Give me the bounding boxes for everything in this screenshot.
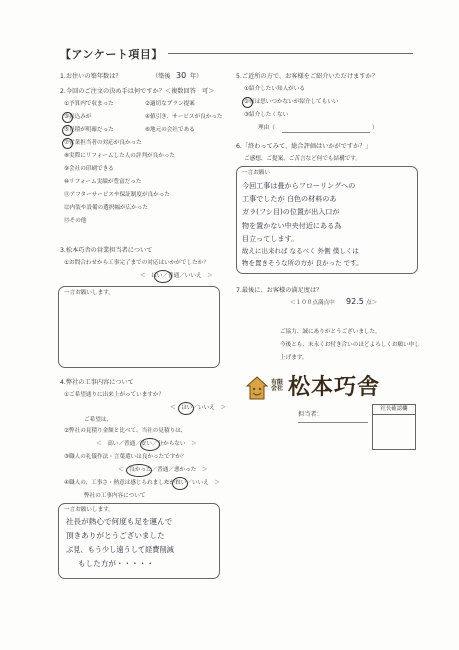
q6-label: 6.「終わってみて、総合評価はいかがですか？」 [236, 143, 372, 150]
q4-sub5: 弊社の工事内容について [84, 493, 146, 499]
q6-handwritten-line: ガラ(フシ目)の位置が出入口が [242, 207, 340, 216]
q5-option: ②何は思いつかないが紹介してもいい [244, 99, 339, 105]
q1-label: 1.お住いの築年数は？ [60, 73, 122, 80]
q4-sub4: ④職人の、工事さ・熱意は感じられましたか？ [64, 480, 181, 486]
q3-sub: ①お問合わせから工事完了までの対応はいかがでしたか？ [64, 260, 209, 266]
q2-option: ⑧実際にリフォームした人の評判が良かった [64, 153, 176, 159]
company-logo [246, 374, 406, 402]
approval-stamp-box [372, 404, 416, 450]
title-rule [168, 53, 413, 54]
thanks-line: ご協力、誠にありがとうございました。 [280, 329, 381, 335]
q4-label: 4.弊社の工事内容について [60, 379, 134, 386]
q6-handwritten-line: 今回工事は畳からフローリングへの [242, 181, 356, 190]
q5-reason-label: 理由（ [258, 125, 275, 131]
q6-handwritten-line: 目立ってします。 [242, 234, 299, 243]
q6-handwritten-line: 工事でしたが 白色の材料のあ [242, 194, 337, 203]
q6-handwritten-line: 故えに出来れば なるべく 外側 僕しくは [242, 247, 359, 255]
q2-option: ⑤見積が明確だった [64, 127, 114, 133]
q4-sub3-options: ＜ 良かった／普通／悪かった ＞ [118, 467, 208, 473]
q2-option: ①予算内で収まった [64, 101, 114, 107]
q4-sub3: ③職人の礼儀作法・言葉遣いは良かったですか？ [64, 454, 187, 460]
q7-score-open: ＜１００点満点中 [290, 300, 335, 306]
q4-handwritten-line: ぶ見、もう少し遠うして経費削減 [66, 545, 174, 554]
q2-option: ⑥地元の会社である [145, 127, 195, 133]
q4-sub1-options: ＜ はい／いいえ ＞ [170, 405, 226, 411]
answer-circle-mark [178, 402, 194, 415]
staff-label: 担当者： [298, 411, 323, 418]
q1-paren: （築後 [152, 73, 171, 80]
q2-option: ⑦営業担当者の対応が良かった [64, 140, 142, 146]
q7-score: 92.5 [346, 297, 364, 306]
q3-label: 3.松本巧舎の営業担当者について [60, 247, 153, 254]
answer-circle-mark [62, 138, 73, 149]
approval-stamp-label: 社長確認欄 [373, 405, 415, 415]
logo-company-type: 有限会社 [271, 379, 284, 392]
q6-handwritten-line: 物を置かない中央付近にある為 [242, 221, 342, 230]
q4-sub2: ②弊社の見積り金額と比べて、当社の見積りは、 [64, 428, 187, 434]
q3-answer-options: ＜ はい／普通／いいえ ＞ [140, 273, 213, 279]
q6-handwritten-line: 物を置きそうな所の方が 良かった です。 [242, 259, 363, 267]
q5-option: ③紹介したくない [244, 112, 289, 118]
q6-comment-label: 一言お願い [242, 170, 270, 176]
q2-label: 2.今回のご注文の決め手は何ですか？＜複数回答 可＞ [60, 88, 215, 95]
page-title: 【アンケート項目】 [60, 48, 163, 61]
q2-option: ⑨会社の印刷できる [64, 166, 114, 172]
answer-circle-mark [154, 270, 172, 283]
q6-sub: ご感想、ご提案、ご苦言など何でも結構です。 [244, 156, 362, 162]
q5-label: 5.ご近所の方で、お客様をご紹介いただけますか？ [236, 73, 378, 80]
answer-circle-mark [140, 438, 160, 451]
q2-option: ④値引き、サービスが良かった [145, 114, 223, 120]
q4-handwritten-line: もした方が・・・・・ [78, 559, 154, 568]
q5-option: ①紹介したい知人がいる [244, 86, 305, 92]
q5-reason-close: ） [372, 125, 378, 131]
q4-sub4-options: ＜ はい／いいえ ＞ [164, 480, 220, 486]
logo-company-name: 松本巧舎 [288, 374, 381, 400]
q1-building-age: 30 [176, 71, 187, 80]
answer-circle-mark [126, 464, 152, 477]
q1-unit: 年） [190, 73, 203, 80]
q3-comment-box [58, 286, 220, 368]
q7-label: 7.最後に、お客様の満足度は？ [236, 287, 323, 294]
staff-line [298, 422, 368, 423]
thanks-line: 今後とも、末永くお付き合いのほどよろしくお願い申し [280, 342, 420, 348]
thanks-line: 上げます。 [280, 355, 308, 361]
q2-option: ⑩リフォーム実績が豊富だった [64, 179, 142, 185]
q4-sub1: ①ご希望通りに出来上がっていますか？ [64, 392, 165, 398]
answer-circle-mark [62, 112, 73, 123]
answer-circle-mark [172, 477, 188, 490]
q2-option: ⑫内装や設備の選択幅が広かった [64, 205, 148, 211]
q2-option: ⑪アフターサービスや保証制度が良かった [64, 192, 170, 198]
answer-circle-mark [62, 125, 73, 136]
q5-reason-line [282, 132, 370, 133]
q2-option: ②適切なプラン提案 [145, 101, 195, 107]
q4-handwritten-line: 社長が熱心で何度も足を運んで [66, 517, 173, 526]
house-icon [246, 376, 268, 400]
q4-handwritten-line: 頂きありがとうございました [66, 531, 165, 540]
q4-sub2-head: ご希望は、 [84, 417, 112, 423]
q7-score-close: 点＞ [366, 300, 378, 306]
q4-comment-label: 一言お願いします。 [64, 507, 114, 513]
q2-option: ⑬その他 [64, 218, 87, 224]
q2-option: ③振込みが [64, 114, 92, 120]
q3-comment-label: 一言お願いします。 [64, 290, 114, 296]
q4-sub2-options: ＜ 高い／普通／安い／分からない ＞ [96, 441, 197, 447]
answer-circle-mark [242, 97, 253, 108]
